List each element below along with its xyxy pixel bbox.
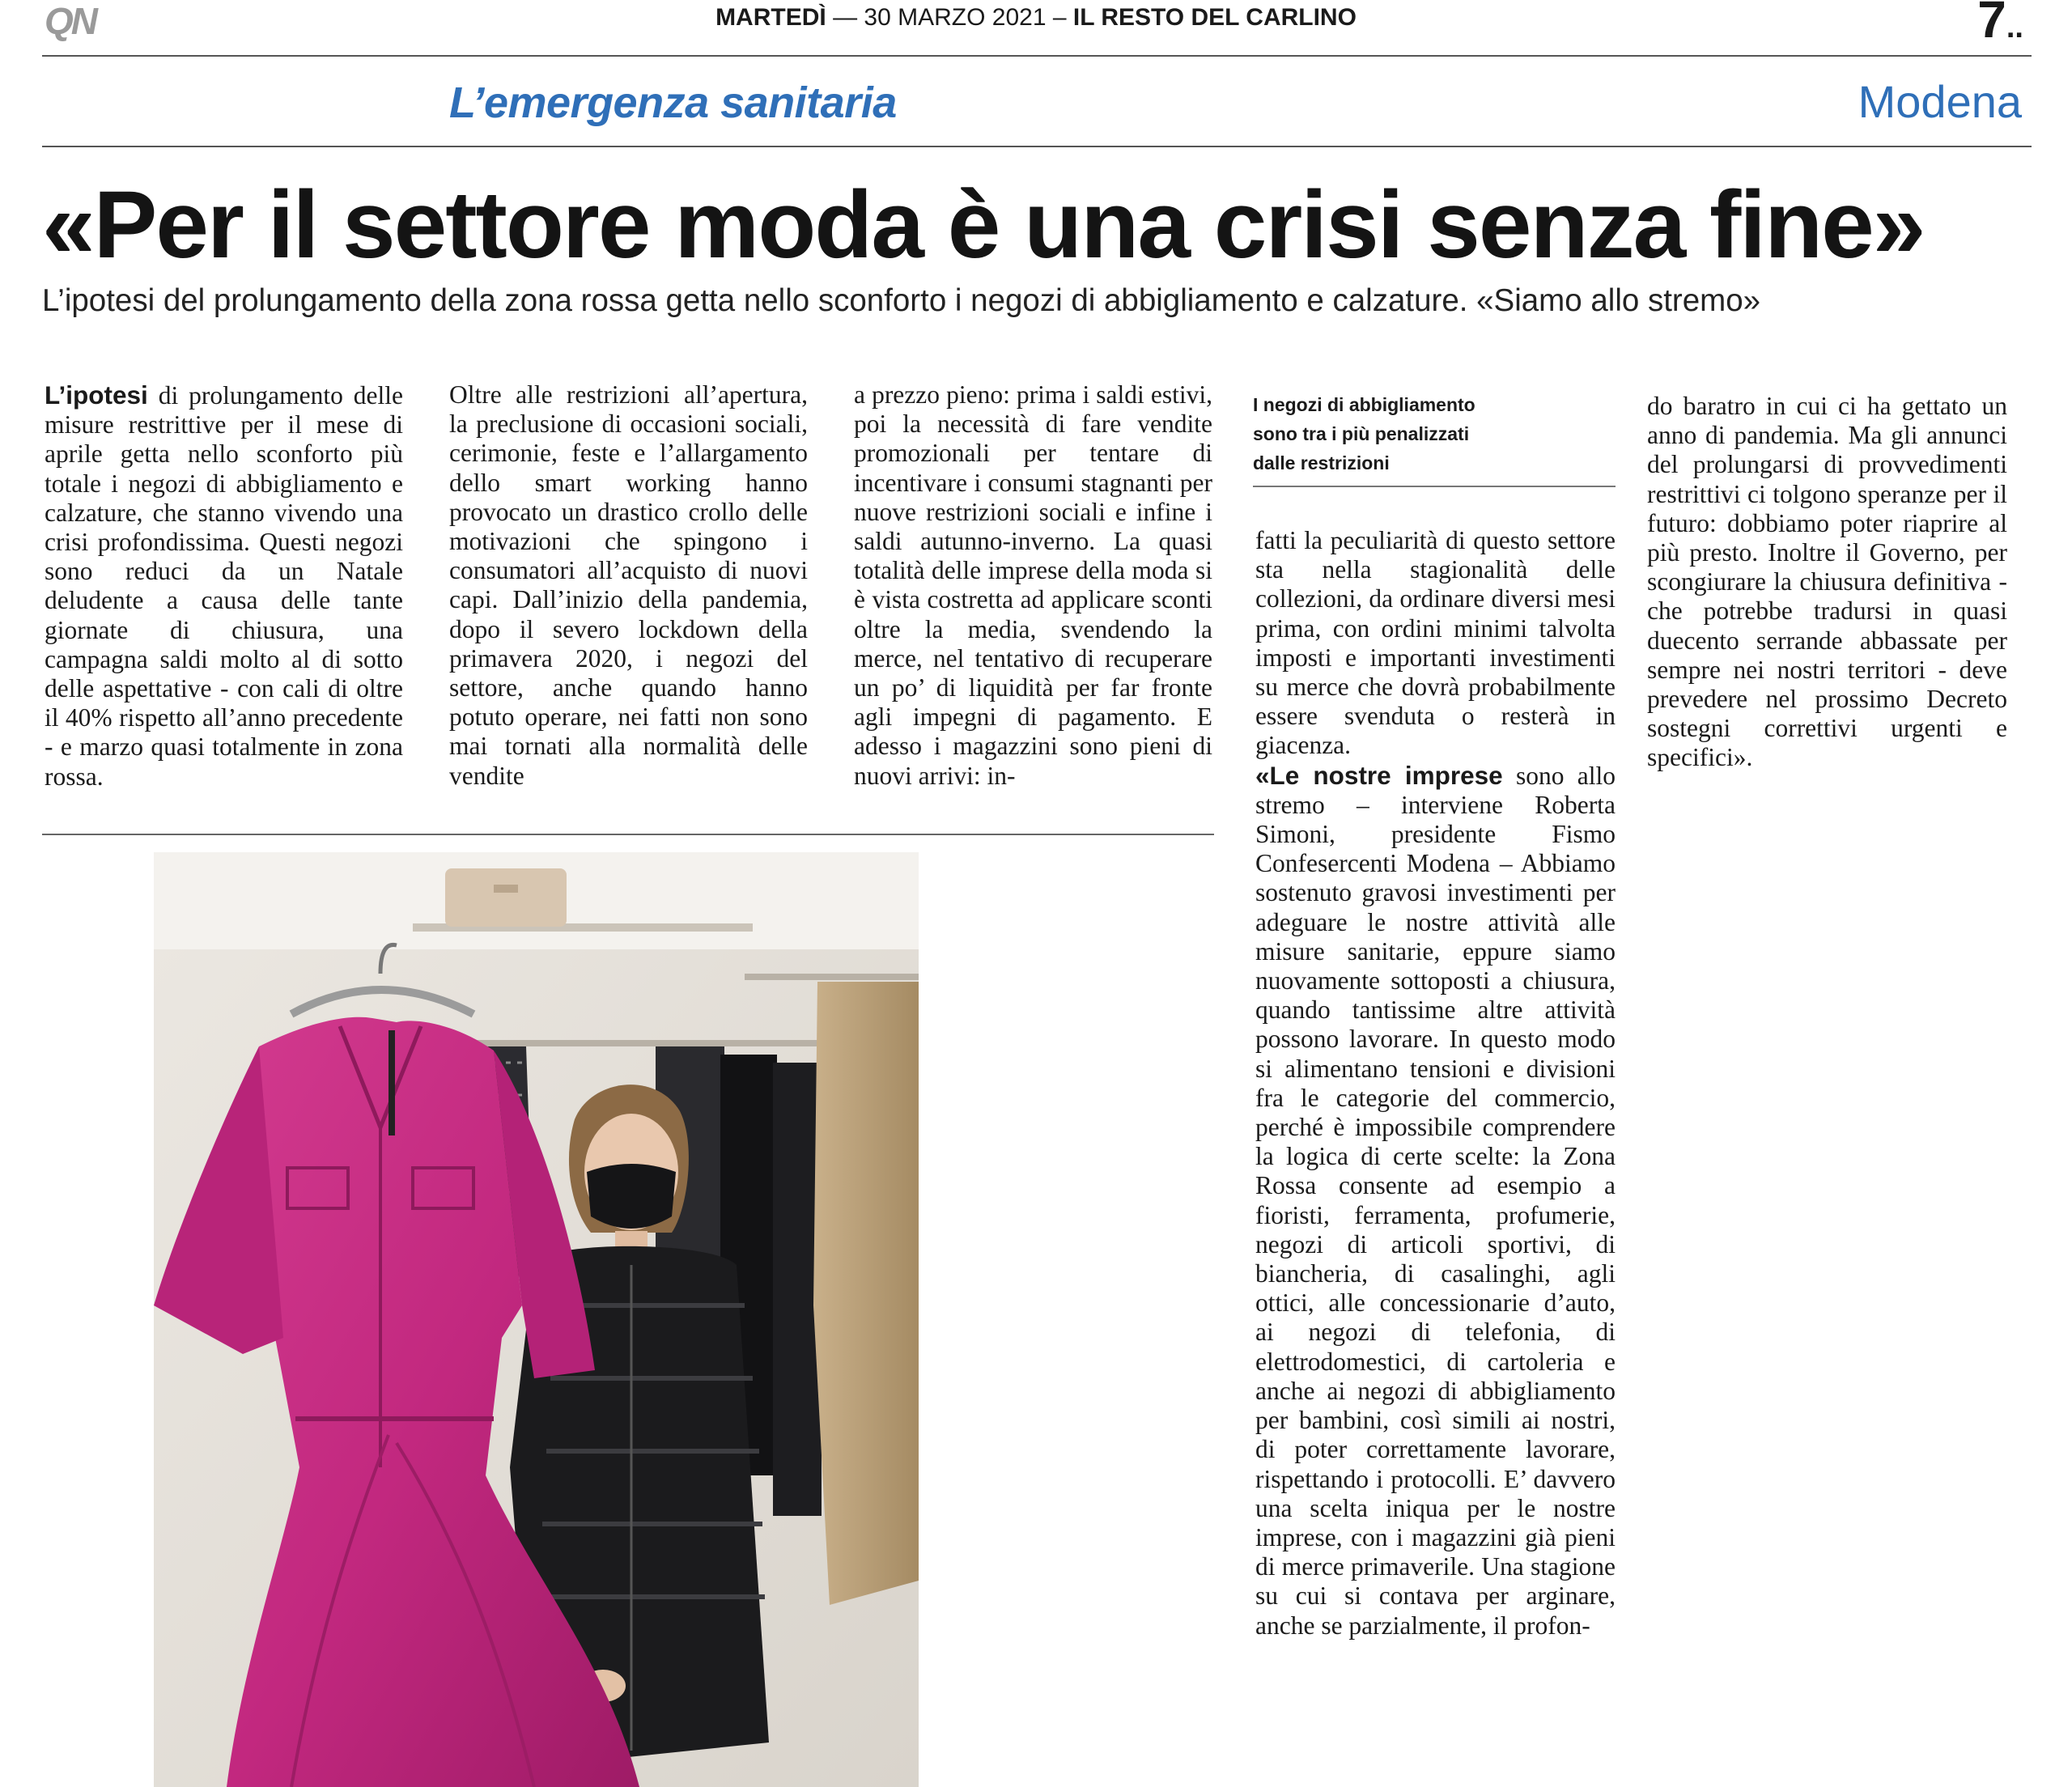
article-subheadline: L’ipotesi del prolungamento della zona rossa getta nello sconforto i negozi di abbigliamento e calzature. «Siamo allo stremo» xyxy=(42,283,1761,318)
article-column-4 xyxy=(1255,526,1616,1641)
dateline: MARTEDÌ — 30 MARZO 2021 – IL RESTO DEL CARLINO xyxy=(715,4,1357,31)
page-dots-icon: .. xyxy=(2006,11,2023,45)
column-3-text: a prezzo pieno: prima i saldi estivi, poi la necessità di fare vendite promozionali per tentare di incentivare i consumi stagnanti per nuove restrizioni sociali e infine i saldi autunno-inverno. La quasi totalità delle imprese della moda si è vista costretta ad applicare sconti oltre la media, svendendo la merce, nel tentativo di recuperare un po’ di liquidità per far fronte agli impegni di pagamento. E adesso i magazzini sono pieni di nuovi arrivi: in- xyxy=(854,380,1212,790)
article-column-1 xyxy=(45,380,403,792)
newspaper-logo: QN xyxy=(45,0,96,42)
caption-rule xyxy=(1253,486,1616,487)
column-4a-text: fatti la peculiarità di questo settore sta nella stagionalità delle collezioni, da ordinare diversi mesi prima, con ordini minimi talvolta imposti e importanti investimenti su merce che dovrà probabilmente essere svenduta o resterà in giacenza. xyxy=(1255,526,1616,760)
city-label: Modena xyxy=(1858,76,2022,127)
column-4b-text: sono allo stremo – interviene Roberta Simoni, presidente Fismo Confesercenti Modena – Abbiamo sostenuto gravosi investimenti per adeguare le nostre attività alle misure sanitarie, eppure siamo nuovamente sottoposti a chiusura, quando tantissime altre attività possono lavorare. In questo modo si alimentano tensioni e divisioni fra le categorie del commercio, perché è impossibile comprendere la logica di certe scelte: la Zona Rossa consente ad esempio a fioristi, ferramenta, profumerie, negozi di articoli sportivi, di biancheria, di casalinghi, agli ottici, alle concessionarie d’auto, ai negozi di telefonia, di elettrodomestici, di cartoleria e anche ai negozi di abbigliamento per bambini, così simili ai nostri, di poter correttamente lavorare, rispettando i protocolli. E’ davvero una scelta iniqua per le nostre imprese, con i magazzini già pieni di merce primaverile. Una stagione su cui si contava per arginare, anche se parzialmente, il profon- xyxy=(1255,761,1616,1640)
section-rule xyxy=(42,146,2032,147)
column-2-text: Oltre alle restrizioni all’apertura, la preclusione di occasioni sociali, cerimonie, feste e l’allargamento dello smart working hanno provocato un drastico crollo delle motivazioni che spingono i consumatori all’acquisto di nuovi capi. Dall’inizio della pandemia, dopo il severo lockdown della primavera 2020, i negozi del settore, anche quando hanno potuto operare, nei fatti non sono mai tornati alla normalità delle vendite xyxy=(449,380,808,790)
dateline-paper: IL RESTO DEL CARLINO xyxy=(1072,4,1357,31)
dateline-day: MARTEDÌ xyxy=(715,4,826,31)
lead-word: L’ipotesi xyxy=(45,380,148,410)
article-column-5 xyxy=(1647,392,2007,773)
section-title: L’emergenza sanitaria xyxy=(449,79,897,127)
quote-lead: «Le nostre imprese xyxy=(1255,760,1503,790)
shop-photo-illustration xyxy=(154,852,919,1787)
article-headline: «Per il settore moda è una crisi senza fine» xyxy=(42,172,1925,278)
article-column-3 xyxy=(854,380,1212,791)
article-photo xyxy=(154,852,919,1787)
dateline-date: 30 MARZO 2021 xyxy=(864,4,1047,31)
photo-caption: I negozi di abbigliamento sono tra i più penalizzati dalle restrizioni xyxy=(1253,394,1475,473)
column-5-text: do baratro in cui ci ha gettato un anno di pandemia. Ma gli annunci del prolungarsi di provvedimenti restrittivi ci tolgono speranze per il futuro: dobbiamo poter riaprire al più presto. Inoltre il Governo, per scongiurare la chiusura definitiva - che potrebbe tradursi in quasi duecento serrande abbassate per sempre nei nostri territori - deve prevedere nel prossimo Decreto sostegni correttivi urgenti e specifici». xyxy=(1647,392,2007,772)
photo-top-rule xyxy=(42,834,1214,835)
article-column-2 xyxy=(449,380,808,791)
page-number: 7.. xyxy=(1977,0,2023,49)
top-rule xyxy=(42,55,2032,57)
column-1-text: di prolungamento delle misure restrittive per il mese di aprile getta nello sconforto più totale i negozi di abbigliamento e calzature, che stanno vivendo una crisi profondissima. Questi negozi sono reduci da un Natale deludente a causa delle tante giornate di chiusura, una campagna saldi molto al di sotto delle aspettative - con cali di oltre il 40% rispetto all’anno precedente - e marzo quasi totalmente in zona rossa. xyxy=(45,381,403,791)
